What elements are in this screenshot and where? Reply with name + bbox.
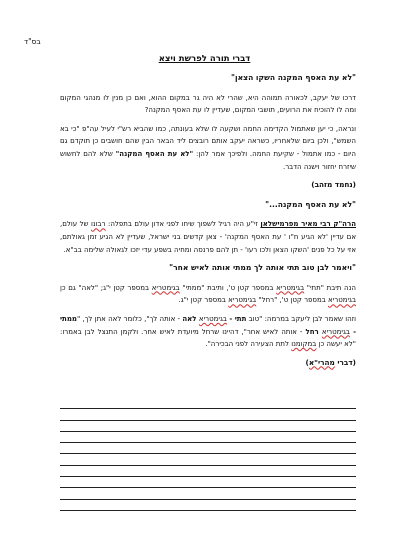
answer-lines	[60, 398, 356, 511]
gematria-word: בגימטריא	[228, 296, 257, 305]
writing-line[interactable]	[60, 432, 356, 443]
writing-line[interactable]	[60, 488, 356, 499]
paragraph-3-text-b: זי"ע היה רגיל לשפוך שיחו לפני אדון עולם בתפלה:	[105, 220, 261, 229]
paragraph-5-bold-tati: תתי -	[226, 314, 247, 323]
gematria-word: בגימטריא	[276, 283, 305, 292]
writing-line[interactable]	[60, 421, 356, 432]
writing-line[interactable]	[60, 398, 356, 409]
paragraph-1: דרכו של יעקב, לכאורה תמוהה היא, שהרי לא היה גר במקום ההוא, ואם כן מנין לו מנהגי המקום ומה לו להוכיח את הרועים, תושבי המקום, שעדיין לו עת האסף המקנה?	[60, 93, 356, 115]
section-3-heading: "ויאמר לבן טוב תתי אותה לך ממתי אותה לאיש אחר"	[169, 263, 356, 273]
paragraph-5-text-g: - אותה לאיש אחר", דהיינו שרחל מיועדת לאיש אחר. ולקמן התנצל לבן באמרו: "לא יעשה כן	[60, 327, 356, 349]
page-title: דברי תורה לפרשת ויצא	[158, 54, 251, 64]
paragraph-3	[60, 218, 356, 256]
source-2-open: (דברי	[334, 357, 356, 367]
paragraph-3-ribono: רבונו	[90, 220, 106, 229]
paragraph-3-text-d: של עולם, אם עדיין 'לא הגיע ח"ו ' עת האסף המקנה' - צאן קדשים בני ישראל, שעדיין לא הגיע זמן גאולתם, אזי על כל פנים 'השקו הצאן ולכו רעו' - תן להם פרנסה ומחיה בשפע עדי יזכו לגאולה שלימה בב"א.	[60, 220, 356, 254]
section-1-heading: "לא עת האסף המקנה השקו הצאן"	[231, 73, 356, 82]
source-citation-2	[60, 357, 356, 370]
paragraph-5-text-i: לתת הצעירה לפני הבכירה".	[205, 340, 292, 349]
paragraph-5-bold-rachel: רחל	[305, 327, 322, 336]
paragraph-5-bold-mimati: ממתי -	[60, 314, 357, 336]
writing-line[interactable]	[60, 443, 356, 454]
bsd-header: בס"ד	[24, 37, 41, 46]
paragraph-4-text-e: במספר קטן י"ג.	[178, 296, 229, 305]
paragraph-4-text-d: במספר קטן ט', "רחל"	[256, 296, 328, 305]
source-2-author: מהרי"א	[308, 357, 335, 367]
gematria-word: בגימטריא	[328, 296, 356, 305]
paragraph-5-text-d: - אותה לך", כלומר לאה אתן לך, "	[76, 314, 183, 323]
paragraph-5-text-a: וזהו שאמר לבן ליעקב במרמה: "טוב	[246, 314, 357, 323]
paragraph-4	[60, 282, 356, 307]
source-2-close: )	[305, 357, 309, 367]
writing-line[interactable]	[60, 466, 356, 477]
rabbi-name: הרה"ק רבי מאיר מפרמישלאן	[260, 220, 356, 229]
paragraph-5	[60, 313, 356, 351]
writing-line[interactable]	[60, 454, 356, 465]
paragraph-4-text-c: במספר קטן י"ג; "לאה" גם כן	[60, 283, 152, 292]
paragraph-5-bimkomenu: במקומנו	[291, 340, 317, 349]
paragraph-2-text-a: ונראה, כי יען שאתמול הקדימה החמה ושקעה לו שלא בעונתה, כמו שהביא רש"י לעיל עה"פ "כי בא השמש", ולכן ביום שלאחריו, כשראה יעקב אותם רובצים ליד הבאר הבין שהם חושבים כן תוקדם גם היום - כמו אתמול - שקיעת החמה. ולפיכך אמר להן:	[60, 124, 357, 158]
writing-line[interactable]	[60, 500, 356, 511]
torah-content	[60, 72, 356, 376]
paragraph-4-text-a: הנה תיבת "תתי"	[304, 283, 356, 292]
paragraph-2-bold-quote: "לא עת האסף המקנה"	[115, 149, 194, 158]
paragraph-2	[60, 123, 356, 173]
writing-line[interactable]	[60, 477, 356, 488]
section-2-heading: "לא עת האסף המקנה..."	[265, 199, 356, 209]
writing-line[interactable]	[60, 409, 356, 420]
source-citation-1: (נחמד מזהב)	[311, 180, 356, 190]
paragraph-4-text-b: במספר קטן ט', ותיבת "ממתי"	[179, 283, 277, 292]
paragraph-2-text-c: שלא להם לחשוש שיזרח יחזור וישנה הדבר.	[60, 149, 356, 171]
paragraph-5-bold-leah: לאה	[182, 314, 199, 323]
gematria-word: בגימטריא	[198, 314, 227, 323]
gematria-word: בגימטריא	[321, 327, 350, 336]
gematria-word: בגימטריא	[151, 283, 180, 292]
